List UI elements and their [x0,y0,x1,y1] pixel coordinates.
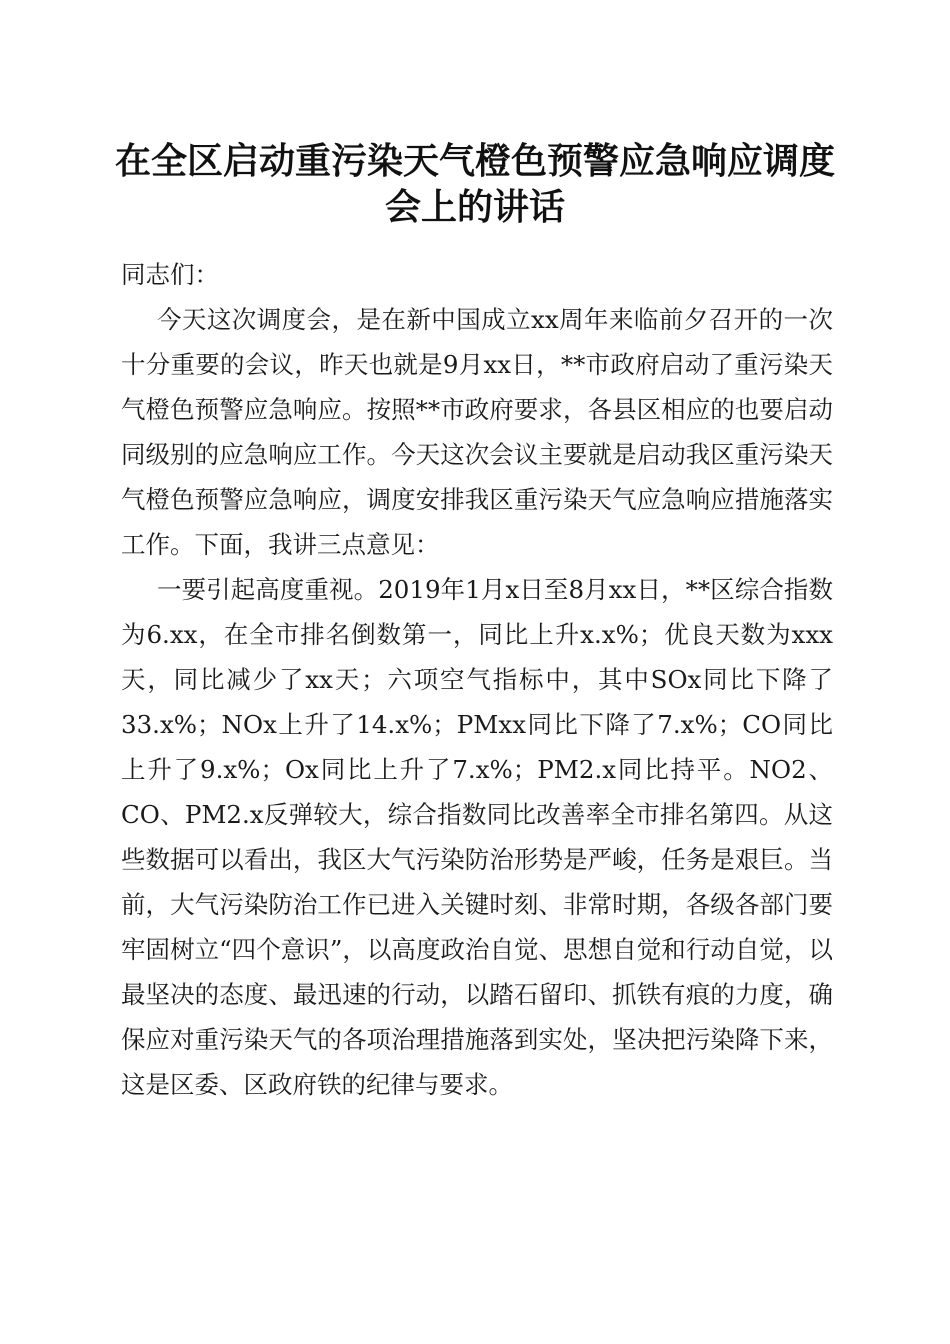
salutation: 同志们： [121,260,219,289]
paragraph-intro: 今天这次调度会，是在新中国成立xx周年来临前夕召开的一次十分重要的会议，昨天也就是9月xx日，**市政府启动了重污染天气橙色预警应急响应。按照**市政府要求，各县区相应的也要启动同级别的应急响应工作。今天这次会议主要就是启动我区重污染天气橙色预警应急响应，调度安排我区重污染天气应急响应措施落实工作。下面，我讲三点意见： [121,305,833,559]
title-line-2: 会上的讲话 [384,186,565,228]
document-title [100,138,850,230]
title-line-1: 在全区启动重污染天气橙色预警应急响应调度 [114,140,835,182]
paragraph-point-one: 一要引起高度重视。2019年1月x日至8月xx日，**区综合指数为6.xx，在全市排名倒数第一，同比上升x.x%；优良天数为xxx天，同比减少了xx天；六项空气指标中，其中SOx同比下降了33.x%；NOx上升了14.x%；PMxx同比下降了7.x%；CO同比上升了9.x%；Ox同比上升了7.x%；PM2.x同比持平。NO2、CO、PM2.x反弹较大，综合指数同比改善率全市排名第四。从这些数据可以看出，我区大气污染防治形势是严峻，任务是艰巨。当前，大气污染防治工作已进入关键时刻、非常时期，各级各部门要牢固树立“四个意识”，以高度政治自觉、思想自觉和行动自觉，以最坚决的态度、最迅速的行动，以踏石留印、抓铁有痕的力度，确保应对重污染天气的各项治理措施落到实处，坚决把污染降下来，这是区委、区政府铁的纪律与要求。 [121,575,833,1099]
document-body [121,252,833,1107]
